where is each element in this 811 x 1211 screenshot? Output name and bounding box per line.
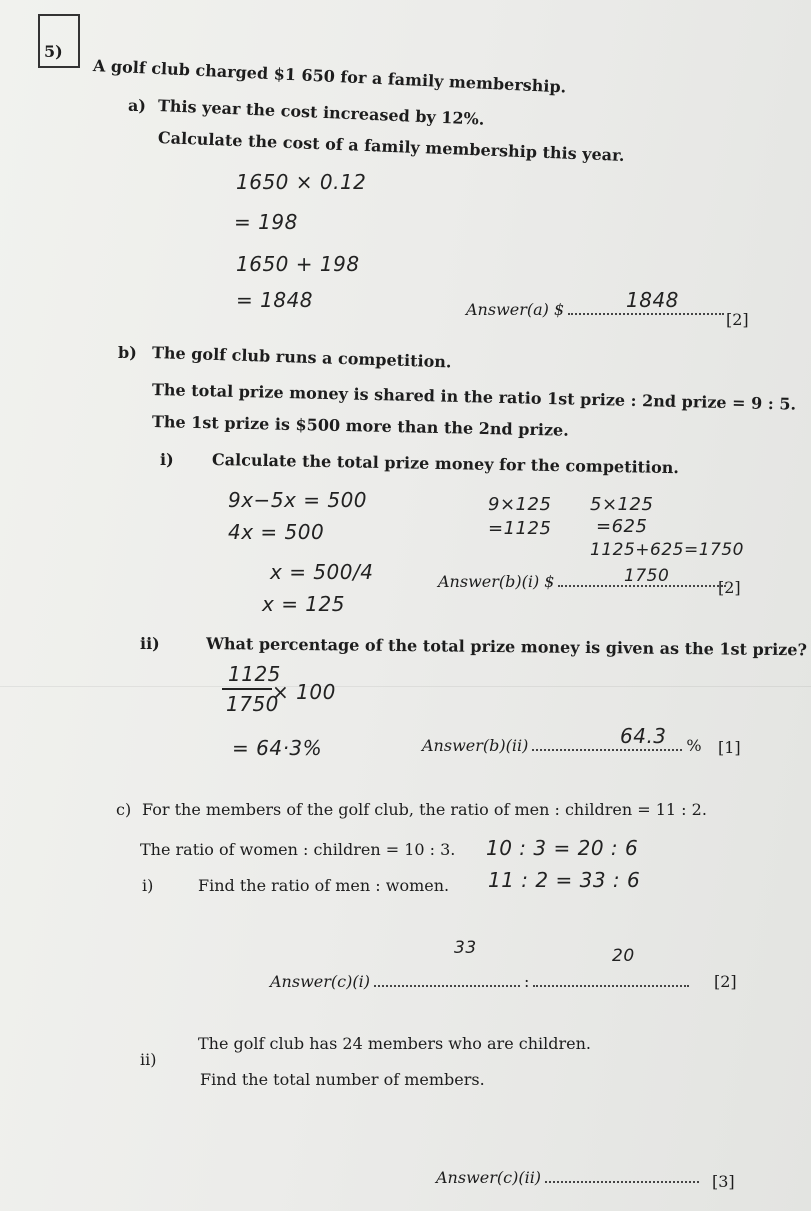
part-a-answer-value: 1848 — [626, 288, 679, 312]
part-b-ii-working-mult: × 100 — [272, 680, 336, 704]
part-c-ii-answer-line — [436, 1168, 703, 1187]
part-c-i-label: i) — [142, 876, 154, 895]
ratio-separator: : — [523, 972, 530, 991]
part-c-i-answer-label: Answer(c)(i) — [270, 972, 370, 991]
paper-fold — [0, 686, 811, 687]
part-b-ii-answer-label: Answer(b)(ii) — [422, 736, 529, 755]
part-a-marks: [2] — [726, 310, 749, 329]
fraction-bar — [222, 688, 272, 690]
part-b-line1: The total prize money is shared in the ratio 1st prize : 2nd prize = 9 : 5. — [151, 380, 797, 414]
percent-unit: % — [686, 736, 702, 755]
part-c-ii-text2: Find the total number of members. — [200, 1070, 485, 1089]
part-c-i-answer-line — [270, 972, 693, 991]
answer-dotted-line — [545, 1180, 699, 1183]
part-b-text: The golf club runs a competition. — [151, 343, 452, 372]
part-b-ii-working-num: 1125 — [228, 662, 281, 686]
part-a-working-1: 1650 × 0.12 — [236, 170, 367, 194]
part-a-instruction: Calculate the cost of a family membership this year. — [157, 128, 625, 165]
part-c-ii-text1: The golf club has 24 members who are children. — [198, 1034, 592, 1053]
part-b-i-text: Calculate the total prize money for the competition. — [211, 450, 680, 478]
part-a-working-4: = 1848 — [236, 288, 314, 312]
part-b-i-right-4: =625 — [596, 516, 648, 537]
answer-dotted-line — [568, 312, 724, 315]
part-b-i-answer-value: 1750 — [624, 566, 670, 586]
part-b-i-right-5: 1125+625=1750 — [590, 540, 744, 560]
part-b-ii-marks: [1] — [718, 738, 741, 757]
part-c-line2: The ratio of women : children = 10 : 3. — [140, 840, 456, 859]
part-a-working-2: = 198 — [234, 210, 298, 234]
part-c-ii-answer-label: Answer(c)(ii) — [436, 1168, 542, 1187]
part-c-i-answer-right: 20 — [612, 946, 635, 966]
part-b-ii-text: What percentage of the total prize money is given as the 1st prize? — [205, 634, 807, 660]
part-b-i-working-2: 4x = 500 — [228, 520, 325, 544]
part-b-i-answer-line — [438, 572, 730, 591]
part-b-ii-answer-value: 64.3 — [620, 724, 667, 748]
part-c-label: c) — [116, 800, 132, 819]
part-b-label: b) — [118, 343, 137, 362]
part-b-ii-working-den: 1750 — [226, 692, 279, 716]
part-c-i-text: Find the ratio of men : women. — [198, 876, 450, 895]
part-c-i-marks: [2] — [714, 972, 737, 991]
part-c-working-2: 11 : 2 = 33 : 6 — [488, 868, 641, 892]
part-b-i-right-1: 9×125 — [488, 494, 552, 515]
answer-dotted-line — [533, 984, 689, 987]
part-b-i-working-4: x = 125 — [262, 592, 345, 616]
part-c-i-answer-left: 33 — [454, 938, 477, 958]
part-b-i-working-3: x = 500/4 — [270, 560, 374, 584]
part-a-answer-line — [466, 300, 728, 319]
part-a-label: a) — [128, 96, 146, 115]
part-c-text: For the members of the golf club, the ratio of men : children = 11 : 2. — [142, 800, 707, 819]
part-a-answer-label: Answer(a) $ — [466, 300, 565, 319]
part-b-ii-label: ii) — [140, 634, 160, 653]
answer-dotted-line — [532, 748, 682, 751]
part-c-ii-marks: [3] — [712, 1172, 735, 1191]
part-a-text: This year the cost increased by 12%. — [157, 96, 485, 129]
part-b-i-working-1: 9x−5x = 500 — [228, 488, 368, 512]
part-b-ii-working-result: = 64·3% — [232, 736, 323, 760]
part-b-i-label: i) — [160, 450, 174, 469]
part-b-i-right-2: =1125 — [488, 518, 552, 539]
part-b-i-answer-label: Answer(b)(i) $ — [438, 572, 555, 591]
answer-dotted-line — [374, 984, 520, 987]
part-c-working-1: 10 : 3 = 20 : 6 — [486, 836, 639, 860]
part-b-line2: The 1st prize is $500 more than the 2nd prize. — [151, 412, 569, 440]
part-c-ii-label: ii) — [140, 1050, 157, 1069]
part-a-working-3: 1650 + 198 — [236, 252, 360, 276]
question-intro: A golf club charged $1 650 for a family membership. — [92, 56, 567, 97]
question-number: 5) — [44, 42, 63, 61]
part-b-i-right-3: 5×125 — [590, 494, 654, 515]
part-b-i-marks: [2] — [718, 578, 741, 597]
